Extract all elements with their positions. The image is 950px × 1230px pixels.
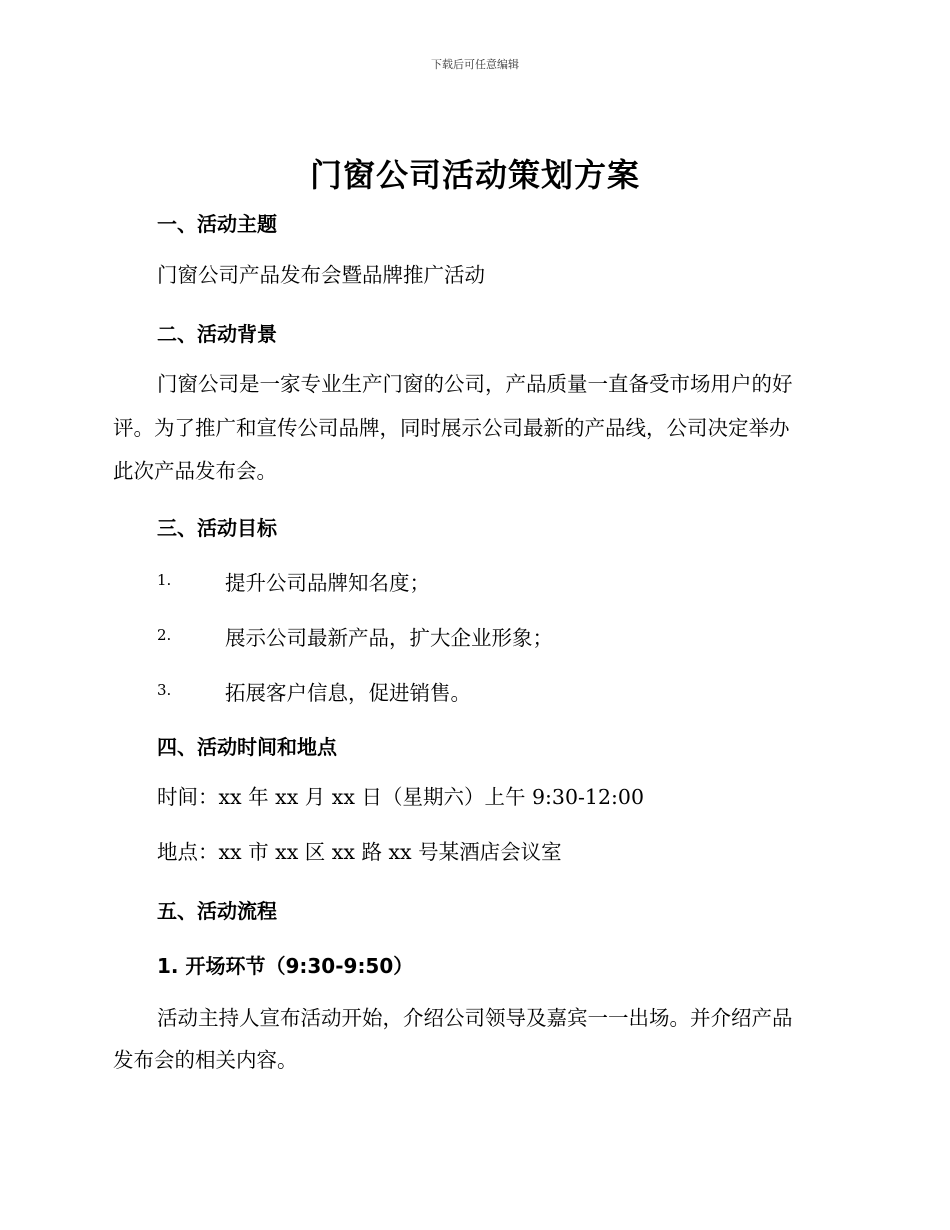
goal-number-1: 1. xyxy=(157,571,172,589)
background-line-2: 评。为了推广和宣传公司品牌，同时展示公司最新的产品线，公司决定举办 xyxy=(113,416,790,440)
section-heading-background: 二、活动背景 xyxy=(157,322,277,346)
flow-subheading-opening: 1. 开场环节（9:30-9:50） xyxy=(157,954,414,978)
theme-text: 门窗公司产品发布会暨品牌推广活动 xyxy=(157,263,485,287)
opening-line-2: 发布会的相关内容。 xyxy=(113,1048,298,1072)
goal-number-3: 3. xyxy=(157,681,172,699)
background-line-1: 门窗公司是一家专业生产门窗的公司，产品质量一直备受市场用户的好 xyxy=(157,372,793,396)
section-heading-theme: 一、活动主题 xyxy=(157,212,277,236)
opening-line-1: 活动主持人宣布活动开始，介绍公司领导及嘉宾一一出场。并介绍产品 xyxy=(157,1006,793,1030)
header-note: 下载后可任意编辑 xyxy=(431,58,519,71)
event-place: 地点：xx 市 xx 区 xx 路 xx 号某酒店会议室 xyxy=(157,840,562,864)
section-heading-goals: 三、活动目标 xyxy=(157,516,277,540)
goal-text-3: 拓展客户信息，促进销售。 xyxy=(225,681,471,705)
goal-text-2: 展示公司最新产品，扩大企业形象； xyxy=(225,626,553,650)
section-heading-time-place: 四、活动时间和地点 xyxy=(157,735,337,759)
background-line-3: 此次产品发布会。 xyxy=(113,459,277,483)
event-time: 时间：xx 年 xx 月 xx 日（星期六）上午 9:30-12:00 xyxy=(157,785,645,809)
document-title: 门窗公司活动策划方案 xyxy=(309,156,640,194)
goal-number-2: 2. xyxy=(157,626,172,644)
section-heading-flow: 五、活动流程 xyxy=(157,899,277,923)
goal-text-1: 提升公司品牌知名度； xyxy=(225,571,430,595)
